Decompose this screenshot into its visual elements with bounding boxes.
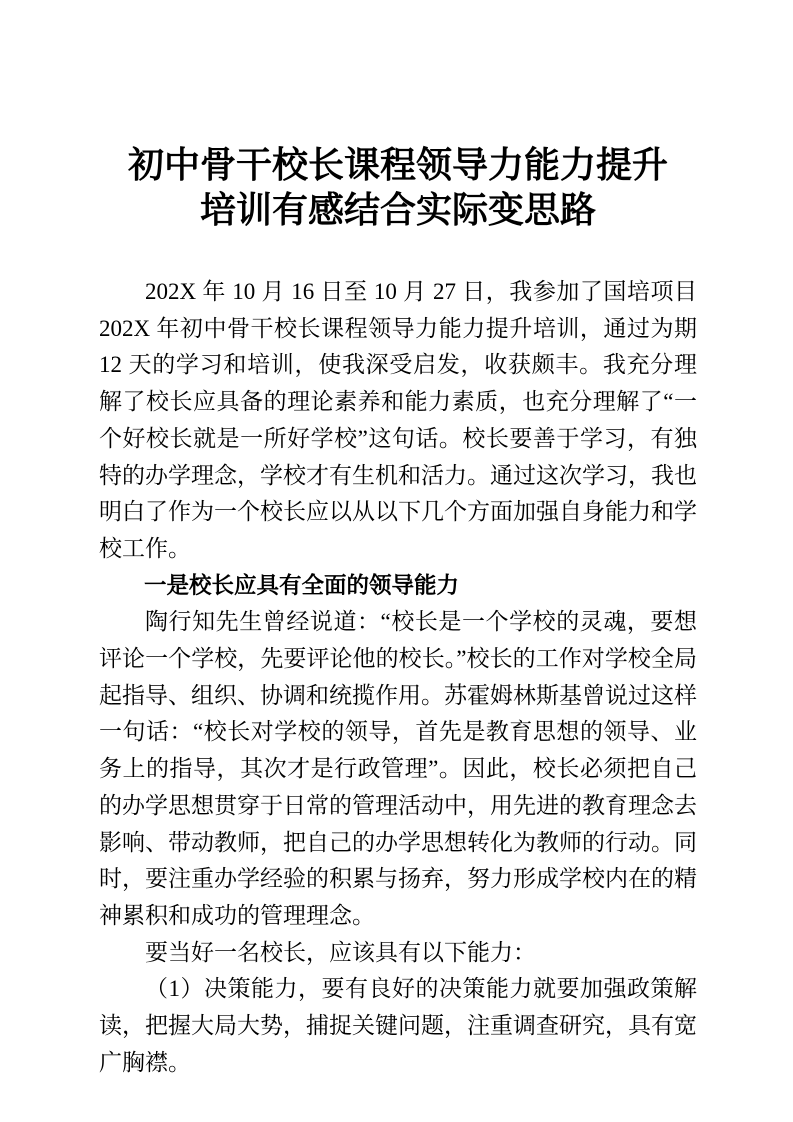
section-heading-leadership: 一是校长应具有全面的领导能力 <box>144 572 460 598</box>
document-title-line-2: 培训有感结合实际变思路 <box>199 190 596 230</box>
paragraph-leadership-detail: 陶行知先生曾经说道：“校长是一个学校的灵魂，要想评论一个学校，先要评论他的校长。”校长的工作对学校全局起指导、组织、协调和统揽作用。苏霍姆林斯基曾说过这样一句话：“校长对学校的领导，首先是教育思想的领导、业务上的指导，其次才是行政管理”。因此，校长必须把自己的办学思想贯穿于日常的管理活动中，用先进的教育理念去影响、带动教师，把自己的办学思想转化为教师的行动。同时，要注重办学经验的积累与扬弃，努力形成学校内在的精神累积和成功的管理理念。 <box>99 609 697 928</box>
paragraph-ability-decision: （1）决策能力，要有良好的决策能力就要加强政策解读，把握大局大势，捕捉关键问题，注重调查研究，具有宽广胸襟。 <box>99 976 697 1075</box>
document-title <box>99 143 697 233</box>
paragraph-intro: 202X 年 10 月 16 日至 10 月 27 日，我参加了国培项目 202X 年初中骨干校长课程领导力能力提升培训，通过为期 12 天的学习和培训，使我深受启发，收获颇丰。我充分理解了校长应具备的理论素养和能力素质，也充分理解了“一个好校长就是一所好学校”这句话。校长要善于学习，有独特的办学理念，学校才有生机和活力。通过这次学习，我也明白了作为一个校长应以从以下几个方面加强自身能力和学校工作。 <box>99 279 697 561</box>
document-title-line-1: 初中骨干校长课程领导力能力提升 <box>127 145 668 185</box>
paragraph-abilities-lead-in: 要当好一名校长，应该具有以下能力： <box>145 939 536 965</box>
document-body <box>99 274 697 1081</box>
